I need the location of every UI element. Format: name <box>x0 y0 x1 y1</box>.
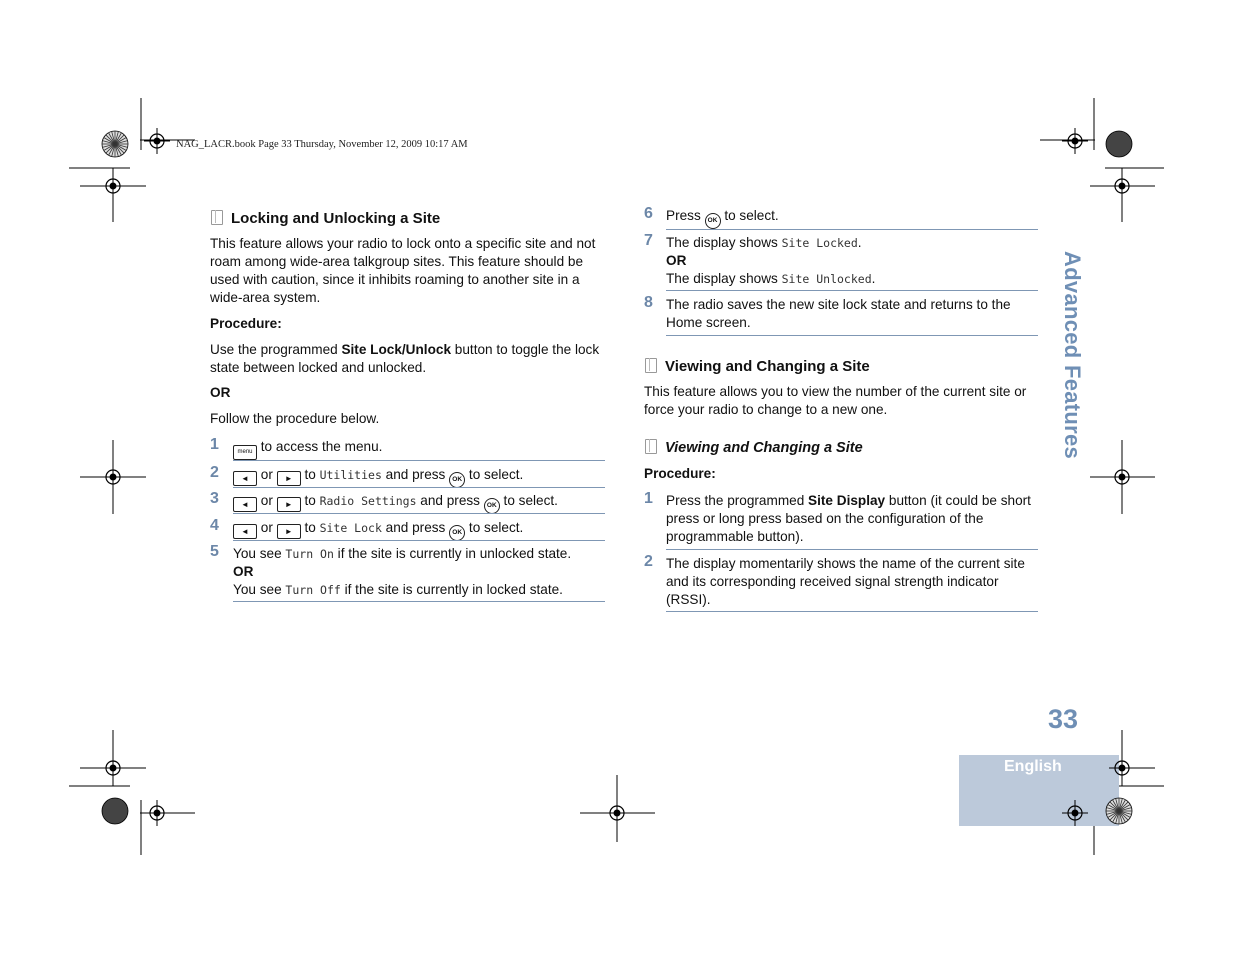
chapter-side-title: Advanced Features <box>1060 251 1085 460</box>
step-divider <box>666 549 1038 550</box>
step-number: 4 <box>210 517 219 534</box>
step-divider <box>666 229 1038 230</box>
step-number: 3 <box>210 490 219 507</box>
section-marker-icon <box>645 358 657 373</box>
right-arrow-button-icon: ► <box>277 471 301 486</box>
step-divider <box>233 601 605 602</box>
step-5-text: You see Turn On if the site is currently in unlocked state. OR You see Turn Off if the site is currently in locked state. <box>233 546 572 597</box>
step-number: 1 <box>644 490 653 507</box>
viewing-intro: This feature allows you to view the number of the current site or force your radio to change to a new one. <box>644 384 1027 417</box>
section-title-locking: Locking and Unlocking a Site <box>211 210 440 227</box>
step-number: 5 <box>210 543 219 560</box>
step-divider <box>666 335 1038 336</box>
language-label: English <box>1004 758 1062 775</box>
procedure-label: Procedure: <box>644 466 716 481</box>
step-6-text: Press OK to select. <box>666 207 779 229</box>
left-arrow-button-icon: ◄ <box>233 497 257 512</box>
site-lock-instruction: Use the programmed Site Lock/Unlock button to toggle the lock state between locked and unlocked. <box>210 342 600 375</box>
step-number: 2 <box>644 553 653 570</box>
page-number: 33 <box>1048 704 1079 734</box>
step-2-text: ◄ or ► to Utilities and press OK to select. <box>233 466 523 488</box>
right-arrow-button-icon: ► <box>277 497 301 512</box>
book-header-line: NAG_LACR.book Page 33 Thursday, November 12, 2009 10:17 AM <box>176 139 468 150</box>
step-divider <box>666 290 1038 291</box>
step-7-text: The display shows Site Locked. OR The display shows Site Unlocked. <box>666 235 876 286</box>
step-number: 7 <box>644 232 653 249</box>
locking-intro: This feature allows your radio to lock onto a specific site and not roam among wide-area talkgroup sites. This feature should be used with caution, since it inhibits roaming to another site in a wide-area system. <box>210 236 596 305</box>
step-8-text: The radio saves the new site lock state and returns to the Home screen. <box>666 297 1011 330</box>
step-divider <box>233 540 605 541</box>
step-3-text: ◄ or ► to Radio Settings and press OK to select. <box>233 492 558 514</box>
ok-button-icon: OK <box>449 472 465 488</box>
section-title-viewing: Viewing and Changing a Site <box>645 358 870 375</box>
step-number: 1 <box>210 436 219 453</box>
step-4-text: ◄ or ► to Site Lock and press OK to select. <box>233 519 523 541</box>
ok-button-icon: OK <box>449 525 465 541</box>
menu-button-icon: menu <box>233 445 257 460</box>
step-number: 6 <box>644 205 653 222</box>
viewing-step-2-text: The display momentarily shows the name of the current site and its corresponding received signal strength indicator (RSSI). <box>666 556 1025 607</box>
ok-button-icon: OK <box>484 498 500 514</box>
step-number: 8 <box>644 294 653 311</box>
viewing-step-1-text: Press the programmed Site Display button (it could be short press or long press based on the configuration of the programmable button). <box>666 493 1031 544</box>
step-1-text: menu to access the menu. <box>233 438 382 460</box>
follow-procedure-text: Follow the procedure below. <box>210 411 380 426</box>
step-number: 2 <box>210 464 219 481</box>
right-arrow-button-icon: ► <box>277 524 301 539</box>
ok-button-icon: OK <box>705 213 721 229</box>
step-divider <box>666 611 1038 612</box>
section-marker-icon <box>211 210 223 225</box>
subsection-title-viewing: Viewing and Changing a Site <box>645 439 863 456</box>
section-marker-icon <box>645 439 657 454</box>
procedure-label: Procedure: <box>210 316 282 331</box>
or-label: OR <box>210 385 231 400</box>
step-divider <box>233 487 605 488</box>
step-divider <box>233 513 605 514</box>
left-arrow-button-icon: ◄ <box>233 471 257 486</box>
left-arrow-button-icon: ◄ <box>233 524 257 539</box>
step-divider <box>233 460 605 461</box>
